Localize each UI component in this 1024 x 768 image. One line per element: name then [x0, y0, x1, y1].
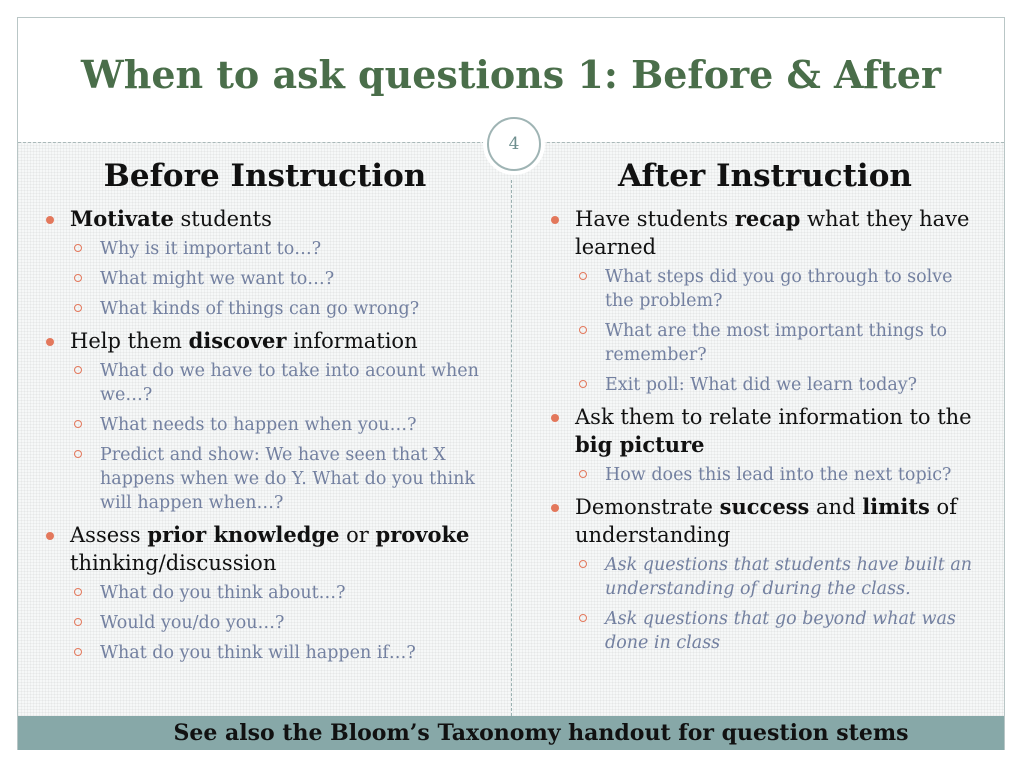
circle-bullet-icon [74, 366, 82, 374]
bullet-item [545, 493, 985, 655]
sub-bullet-text: What do you think about…? [100, 583, 346, 603]
sub-bullet-item [575, 553, 985, 601]
bullet-text: information [286, 329, 418, 353]
sub-bullet-item [70, 641, 490, 665]
sub-bullet-text: What needs to happen when you…? [100, 415, 417, 435]
sub-bullet-item [575, 319, 985, 367]
bullet-text: Ask them to relate information to the [575, 405, 972, 429]
sub-bullet-text: What steps did you go through to solve the problem? [605, 267, 953, 311]
slide-title: When to ask questions 1: Before & After [81, 52, 941, 97]
sub-bullet-item [70, 443, 490, 515]
sub-bullet-text: How does this lead into the next topic? [605, 465, 952, 485]
circle-bullet-icon [579, 560, 587, 568]
circle-bullet-icon [74, 244, 82, 252]
sub-bullet-text: Would you/do you…? [100, 613, 285, 633]
sub-bullet-text: What are the most important things to remember? [605, 321, 948, 365]
sub-bullet-item [70, 413, 490, 437]
bullet-text: what they have learned [575, 207, 970, 259]
sub-bullet-item [70, 611, 490, 635]
before-heading: Before Instruction [103, 158, 427, 194]
sub-list [70, 237, 490, 321]
circle-bullet-icon [74, 450, 82, 458]
bullet-icon [551, 504, 559, 512]
slide-number-badge [487, 117, 541, 171]
bullet-emphasis: Motivate [70, 206, 174, 231]
sub-bullet-item [70, 267, 490, 291]
bullet-icon [551, 216, 559, 224]
before-list [40, 205, 490, 665]
before-column [40, 157, 490, 671]
sub-bullet-item [575, 373, 985, 397]
bullet-text: Help them [70, 329, 189, 353]
bullet-text: Have students [575, 207, 735, 231]
bullet-text: Demonstrate [575, 495, 720, 519]
after-heading: After Instruction [618, 158, 912, 194]
bullet-icon [551, 414, 559, 422]
column-divider [511, 180, 512, 716]
bullet-text: of understanding [575, 495, 957, 547]
circle-bullet-icon [74, 648, 82, 656]
sub-bullet-text: What might we want to…? [100, 269, 335, 289]
bullet-emphasis: limits [862, 494, 930, 519]
bullet-item [545, 205, 985, 397]
bullet-emphasis: provoke [375, 522, 470, 547]
sub-bullet-text: Exit poll: What did we learn today? [605, 375, 918, 395]
bullet-text: thinking/discussion [70, 551, 277, 575]
sub-bullet-text: Ask questions that students have built an understanding of during the class. [605, 555, 973, 599]
sub-bullet-text: What kinds of things can go wrong? [100, 299, 420, 319]
sub-bullet-item [70, 297, 490, 321]
sub-bullet-text: What do we have to take into acount when we…? [100, 361, 479, 405]
sub-bullet-item [575, 265, 985, 313]
sub-list [70, 359, 490, 515]
sub-bullet-text: Why is it important to…? [100, 239, 322, 259]
bullet-item [40, 327, 490, 515]
bullet-text: students [173, 207, 272, 231]
circle-bullet-icon [74, 420, 82, 428]
bullet-text: and [809, 495, 863, 519]
circle-bullet-icon [579, 614, 587, 622]
bullet-icon [46, 532, 54, 540]
slide-number: 4 [508, 134, 520, 154]
sub-list [575, 463, 985, 487]
sub-bullet-item [70, 359, 490, 407]
sub-list [575, 553, 985, 655]
bullet-icon [46, 216, 54, 224]
bullet-text: Assess [70, 523, 148, 547]
sub-bullet-text: What do you think will happen if…? [100, 643, 416, 663]
sub-bullet-item [575, 463, 985, 487]
bullet-text: or [339, 523, 376, 547]
circle-bullet-icon [579, 470, 587, 478]
circle-bullet-icon [74, 618, 82, 626]
circle-bullet-icon [74, 588, 82, 596]
circle-bullet-icon [579, 380, 587, 388]
sub-bullet-text: Predict and show: We have seen that X happens when we do Y. What do you think will happen when…? [100, 445, 475, 513]
sub-list [575, 265, 985, 397]
bullet-emphasis: big picture [575, 432, 705, 457]
circle-bullet-icon [579, 326, 587, 334]
bullet-emphasis: prior knowledge [147, 522, 340, 547]
sub-list [70, 581, 490, 665]
bullet-icon [46, 338, 54, 346]
circle-bullet-icon [74, 304, 82, 312]
sub-bullet-text: Ask questions that go beyond what was done in class [605, 609, 956, 653]
circle-bullet-icon [74, 274, 82, 282]
bullet-emphasis: recap [734, 206, 801, 231]
footer-note: See also the Bloom’s Taxonomy handout for question stems [173, 720, 909, 746]
after-list [545, 205, 985, 655]
after-column [545, 157, 985, 661]
footer-bar [18, 716, 1004, 750]
sub-bullet-item [70, 581, 490, 605]
bullet-item [40, 521, 490, 665]
sub-bullet-item [70, 237, 490, 261]
sub-bullet-item [575, 607, 985, 655]
bullet-item [545, 403, 985, 487]
bullet-emphasis: success [719, 494, 810, 519]
circle-bullet-icon [579, 272, 587, 280]
bullet-item [40, 205, 490, 321]
bullet-emphasis: discover [188, 328, 287, 353]
